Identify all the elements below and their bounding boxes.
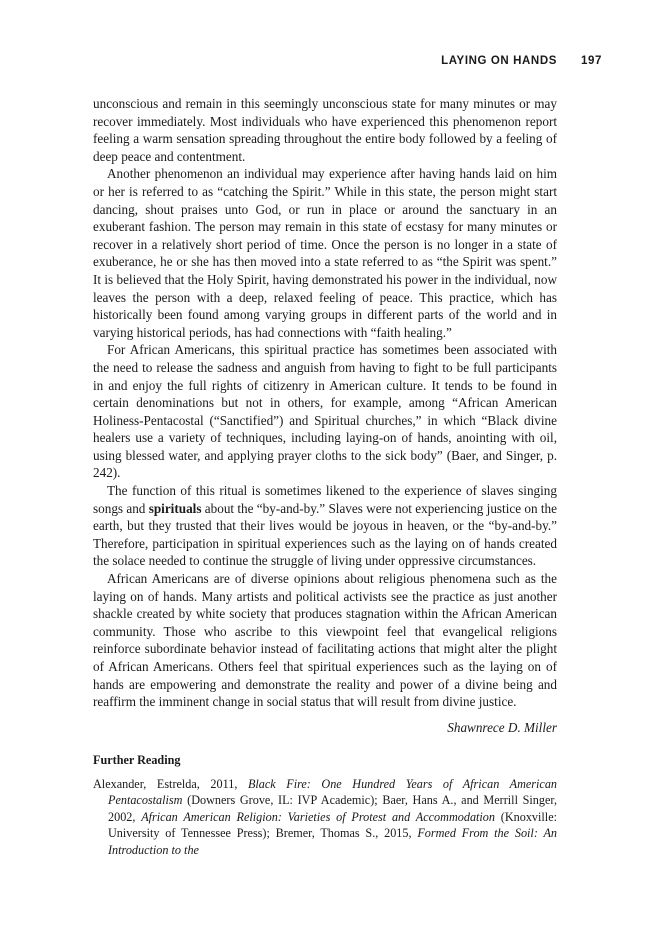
further-reading-entry (93, 776, 557, 859)
paragraph-5: African Americans are of diverse opinions about religious phenomena such as the laying on of hands. Many artists and political activists see the practice as just another shackle created by white society that produces stagnation within the African American community. Those who ascribe to this viewpoint feel that evangelical religions reinforce subordinate behavior instead of facilitating actions that might alter the plight of African Americans. Others feel that spiritual experiences such as the laying on of hands are empowering and demonstrate the reality and power of a divine being and reaffirm the imminent change in social status that will result from divine justice. (93, 571, 557, 710)
cross-reference-spirituals: spirituals (148, 500, 202, 516)
running-head-title: LAYING ON HANDS (441, 55, 557, 67)
paragraph-4 (93, 482, 557, 570)
reference-title: Black Fire: One Hundred Years of African American Pentacostalism (108, 776, 558, 808)
paragraph-4-text-a: The function of this ritual is sometimes likened to the experience of slaves singing songs and (93, 483, 557, 516)
reference-text: Alexander, Estrelda, 2011, (93, 776, 248, 791)
page-number: 197 (581, 55, 602, 67)
reference-text: (Downers Grove, IL: IVP Academic); Baer, Hans A., and Merrill Singer, 2002, (108, 793, 557, 824)
article-body (93, 95, 557, 858)
paragraph-3: For African Americans, this spiritual practice has sometimes been associated with the need to release the sadness and anguish from having to fight to be full participants in and enjoy the full rights of citizenry in American culture. It tends to be found in certain denominations but not in others, for example, among “African American Holiness-Pentacostal (“Sanctified”) and Spiritual churches,” in which “Black divine healers use a variety of techniques, including laying-on of hands, anointing with oil, using blessed water, and applying prayer cloths to the sick body” (Baer, and Singer, p. 242). (93, 342, 557, 481)
further-reading-heading: Further Reading (93, 753, 181, 768)
reference-title: African American Religion: Varieties of Protest and Accommodation (141, 809, 495, 824)
reference-text: (Knoxville: University of Tennessee Press); Bremer, Thomas S., 2015, (108, 809, 557, 841)
paragraph-4-text-b: about the “by-and-by.” Slaves were not experiencing justice on the earth, but they trusted that their lives would be joyous in heaven, or the “by-and-by.” Therefore, participation in spiritual experiences such as the laying on of hands created the solace needed to continue the struggle of living under oppressive circumstances. (93, 500, 557, 569)
paragraph-2: Another phenomenon an individual may experience after having hands laid on him or her is referred to as “catching the Spirit.” While in this state, the person might start dancing, shout praises unto God, or run in place or around the sanctuary in an exuberant fashion. The person may remain in this state of ecstasy for many minutes or recover in a relatively short period of time. Once the person is no longer in a state of exuberance, he or she has then moved into a state referred to as “the Spirit was spent.” It is believed that the Holy Spirit, having demonstrated his power in the individual, now leaves the person with a deep, relaxed feeling of peace. This practice, which has historically been found among varying groups in different parts of the world and in varying historical periods, has had connections with “faith healing.” (93, 166, 557, 340)
author-signature: Shawnrece D. Miller (447, 719, 557, 735)
reference-title: Formed From the Soil: An Introduction to the (108, 826, 557, 857)
paragraph-1: unconscious and remain in this seemingly unconscious state for many minutes or may recover immediately. Most individuals who have experienced this phenomenon report feeling a warm sensation spreading throughout the entire body followed by a feeling of deep peace and contentment. (93, 96, 557, 164)
running-head (441, 55, 602, 67)
